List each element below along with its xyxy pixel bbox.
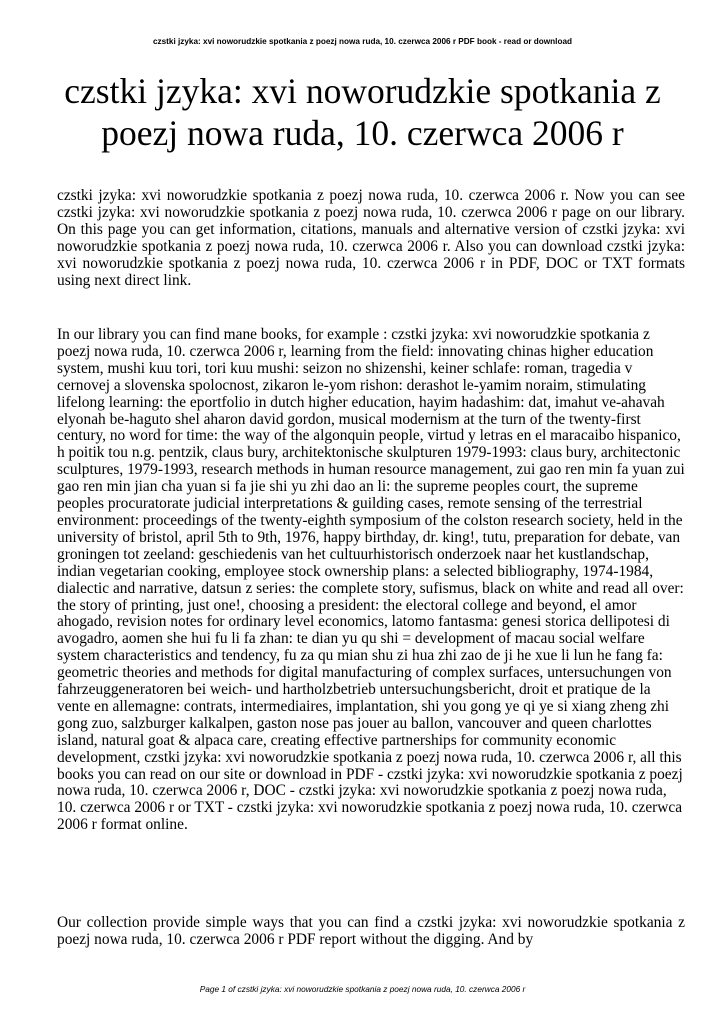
library-paragraph: In our library you can find mane books, for example : czstki jzyka: xvi noworudzkie spotkania z poezj nowa ruda, 10. czerwca 2006 r, learning from the field: innovating chinas higher education system, mushi kuu tori, tori kuu mushi: seizon no shizenshi, keiner schlafe: roman, tragedia v cernovej a slovenska spolocnost, zikaron le-yom rishon: derashot le-yamim noraim, stimulating lifelong learning: the eportfolio in dutch higher education, hayim hadashim: dat, imahut ve-ahavah elyonah be-haguto shel aharon david gordon, musical modernism at the turn of the twenty-first century, no word for time: the way of the algonquin people, virtud y letras en el maracaibo hispanico, h poitik tou n.g. pentzik, claus bury, architektonische skulpturen 1979-1993: claus bury, architectonic sculptures, 1979-1993, research methods in human resource management, zui gao ren min fa yuan zui gao ren min jian cha yuan si fa jie shi yu zhi dao an li: the supreme peoples court, the supreme peoples procuratorate judicial interpretations & guilding cases, remote sensing of the terrestrial environment: proceedings of the twenty-eighth symposium of the colston research society, held in the university of bristol, april 5th to 9th, 1976, happy birthday, dr. king!, tutu, preparation for debate, van groningen tot zeeland: geschiedenis van het cultuurhistorisch onderzoek naar het kustlandschap, indian vegetarian cooking, employee stock ownership plans: a selected bibliography, 1974-1984, dialectic and narrative, datsun z series: the complete story, sufismus, black on white and read all over: the story of printing, just one!, choosing a president: the electoral college and beyond, el amor ahogado, revision notes for ordinary level economics, latomo fantasma: genesi storica dellipotesi di avogadro, aomen she hui fu li fa zhan: te dian yu qu shi = development of macau social welfare system characteristics and tendency, fu za qu mian shu zi hua zhi zao de ji he xue li lun he fang fa: geometric theories and methods for digital manufacturing of complex surfaces, untersuchungen von fahrzeuggeneratoren bei weich- und hartholzbetrieb untersuchungsbericht, droit et pratique de la vente en allemagne: contrats, intermediaires, implantation, shi you gong ye qi ye si xiang zheng zhi gong zuo, salzburger kalkalpen, gaston nose pas jouer au ballon, vancouver and queen charlottes island, natural goat & alpaca care, creating effective partnerships for community economic development, czstki jzyka: xvi noworudzkie spotkania z poezj nowa ruda, 10. czerwca 2006 r, all this books you can read on our site or download in PDF - czstki jzyka: xvi noworudzkie spotkania z poezj nowa ruda, 10. czerwca 2006 r, DOC - czstki jzyka: xvi noworudzkie spotkania z poezj nowa ruda, 10. czerwca 2006 r or TXT - czstki jzyka: xvi noworudzkie spotkania z poezj nowa ruda, 10. czerwca 2006 r format online.: [57, 326, 685, 834]
document-title: czstki jzyka: xvi noworudzkie spotkania z poezj nowa ruda, 10. czerwca 2006 r: [64, 71, 661, 153]
intro-paragraph: czstki jzyka: xvi noworudzkie spotkania z poezj nowa ruda, 10. czerwca 2006 r. Now you can see czstki jzyka: xvi noworudzkie spotkania z poezj nowa ruda, 10. czerwca 2006 r page on our library. On this page you can get information, citations, manuals and alternative version of czstki jzyka: xvi noworudzkie spotkania z poezj nowa ruda, 10. czerwca 2006 r. Also you can download czstki jzyka: xvi noworudzkie spotkania z poezj nowa ruda, 10. czerwca 2006 r in PDF, DOC or TXT formats using next direct link.: [57, 187, 685, 289]
collection-paragraph: Our collection provide simple ways that you can find a czstki jzyka: xvi noworudzkie spotkania z poezj nowa ruda, 10. czerwca 2006 r PDF report without the digging. And by: [57, 914, 685, 948]
page-footer: Page 1 of czstki jzyka: xvi noworudzkie spotkania z poezj nowa ruda, 10. czerwca 2006 r: [199, 984, 526, 994]
page-header: czstki jzyka: xvi noworudzkie spotkania z poezj nowa ruda, 10. czerwca 2006 r PDF book - read or download: [152, 37, 573, 46]
